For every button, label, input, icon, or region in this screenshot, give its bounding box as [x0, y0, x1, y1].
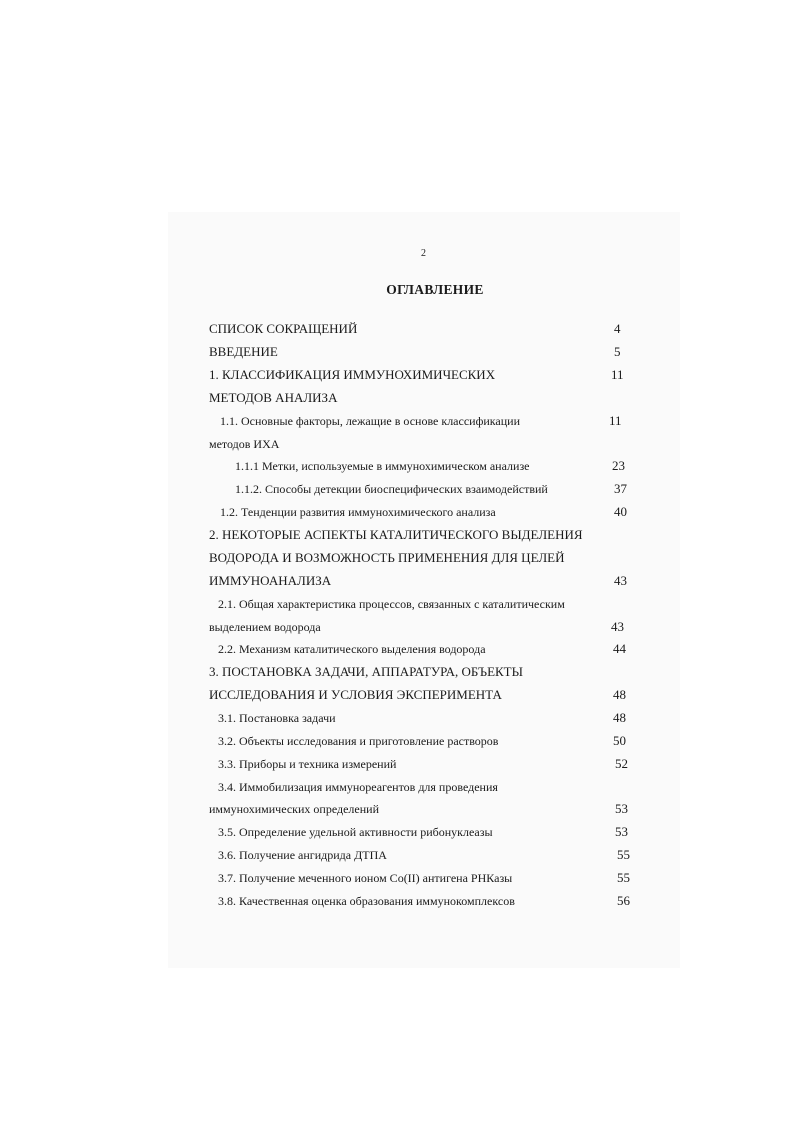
- toc-entry: [0, 595, 795, 613]
- toc-entry-title: выделением водорода: [209, 620, 321, 634]
- toc-entry-page: 43: [611, 619, 624, 634]
- toc-entry-title: 3. ПОСТАНОВКА ЗАДАЧИ, АППАРАТУРА, ОБЪЕКТЫ: [209, 664, 523, 679]
- toc-entry-page: 53: [615, 801, 628, 816]
- toc-entry-page: 43: [614, 573, 627, 588]
- toc-entry: [0, 503, 795, 521]
- toc-entry-page: 52: [615, 756, 628, 771]
- toc-entry: [0, 686, 795, 704]
- toc-entry-page: 53: [615, 824, 628, 839]
- toc-entry-page: 40: [614, 504, 627, 519]
- toc-entry: [0, 320, 795, 338]
- toc-entry: [0, 709, 795, 727]
- toc-entry: [0, 732, 795, 750]
- toc-entry-page: 55: [617, 847, 630, 862]
- toc-entry-title: 2.2. Механизм каталитического выделения водорода: [218, 642, 486, 656]
- toc-entry: [0, 549, 795, 567]
- toc-entry-title: методов ИХА: [209, 437, 280, 451]
- toc-entry: [0, 663, 795, 681]
- toc-entry: [0, 892, 795, 910]
- toc-entry-page: 11: [611, 367, 624, 382]
- toc-entry-title: ВВЕДЕНИЕ: [209, 344, 278, 359]
- toc-entry: [0, 755, 795, 773]
- toc-entry-page: 50: [613, 733, 626, 748]
- toc-entry-title: 3.3. Приборы и техника измерений: [218, 757, 397, 771]
- toc-entry-title: 3.5. Определение удельной активности рибонуклеазы: [218, 825, 493, 839]
- toc-entry-page: 4: [614, 321, 621, 336]
- toc-entry: [0, 823, 795, 841]
- toc-entry-title: иммунохимических определений: [209, 802, 380, 816]
- toc-entry-title: 1.1.1 Метки, используемые в иммунохимическом анализе: [235, 459, 530, 473]
- toc-entry-title: СПИСОК СОКРАЩЕНИЙ: [209, 321, 358, 336]
- toc-entry-title: 3.4. Иммобилизация иммунореагентов для проведения: [218, 780, 498, 794]
- toc-entry-title: 1. КЛАССИФИКАЦИЯ ИММУНОХИМИЧЕСКИХ: [209, 367, 496, 382]
- toc-entry: [0, 778, 795, 796]
- toc-entry: [0, 526, 795, 544]
- toc-entry: [0, 435, 795, 453]
- toc-entry: [0, 389, 795, 407]
- toc-entry-page: 56: [617, 893, 630, 908]
- toc-entry: [0, 343, 795, 361]
- toc-entry-page: 55: [617, 870, 630, 885]
- toc-entry-title: 2.1. Общая характеристика процессов, связанных с каталитическим: [218, 597, 565, 611]
- toc-entry-title: 1.2. Тенденции развития иммунохимического анализа: [220, 505, 496, 519]
- toc-entry-title: 3.7. Получение меченного ионом Со(II) антигена РНКазы: [218, 871, 513, 885]
- toc-entry-title: 3.2. Объекты исследования и приготовление растворов: [218, 734, 499, 748]
- toc-entry: [0, 800, 795, 818]
- toc-entry-title: 1.1.2. Способы детекции биоспецифических взаимодействий: [235, 482, 548, 496]
- toc-entry-page: 23: [612, 458, 625, 473]
- page-number: 2: [421, 248, 426, 259]
- toc-entry: [0, 457, 795, 475]
- toc-entry-title: ИММУНОАНАЛИЗА: [209, 573, 332, 588]
- toc-entry: [0, 480, 795, 498]
- toc-entry-page: 5: [614, 344, 621, 359]
- toc-entry: [0, 640, 795, 658]
- toc-entry-page: 48: [613, 710, 626, 725]
- toc-entry: [0, 618, 795, 636]
- toc-entry: [0, 412, 795, 430]
- toc-entry: [0, 572, 795, 590]
- toc-entry-title: 1.1. Основные факторы, лежащие в основе классификации: [220, 414, 521, 428]
- toc-entry: [0, 869, 795, 887]
- toc-entry-page: 48: [613, 687, 626, 702]
- toc-entry: [0, 366, 795, 384]
- toc-entry-title: 3.1. Постановка задачи: [218, 711, 336, 725]
- toc-entry-title: 3.6. Получение ангидрида ДТПА: [218, 848, 387, 862]
- page-title: ОГЛАВЛЕНИЕ: [386, 282, 484, 297]
- toc-entry-title: 3.8. Качественная оценка образования иммунокомплексов: [218, 894, 515, 908]
- toc-entry-title: ИССЛЕДОВАНИЯ И УСЛОВИЯ ЭКСПЕРИМЕНТА: [209, 687, 502, 702]
- toc-entry-title: ВОДОРОДА И ВОЗМОЖНОСТЬ ПРИМЕНЕНИЯ ДЛЯ ЦЕЛЕЙ: [209, 550, 565, 565]
- toc-entry-title: 2. НЕКОТОРЫЕ АСПЕКТЫ КАТАЛИТИЧЕСКОГО ВЫДЕЛЕНИЯ: [209, 527, 583, 542]
- toc-entry-page: 37: [614, 481, 627, 496]
- toc-entry-page: 11: [609, 413, 622, 428]
- toc-entry: [0, 846, 795, 864]
- toc-entry-title: МЕТОДОВ АНАЛИЗА: [209, 390, 338, 405]
- toc-entry-page: 44: [613, 641, 626, 656]
